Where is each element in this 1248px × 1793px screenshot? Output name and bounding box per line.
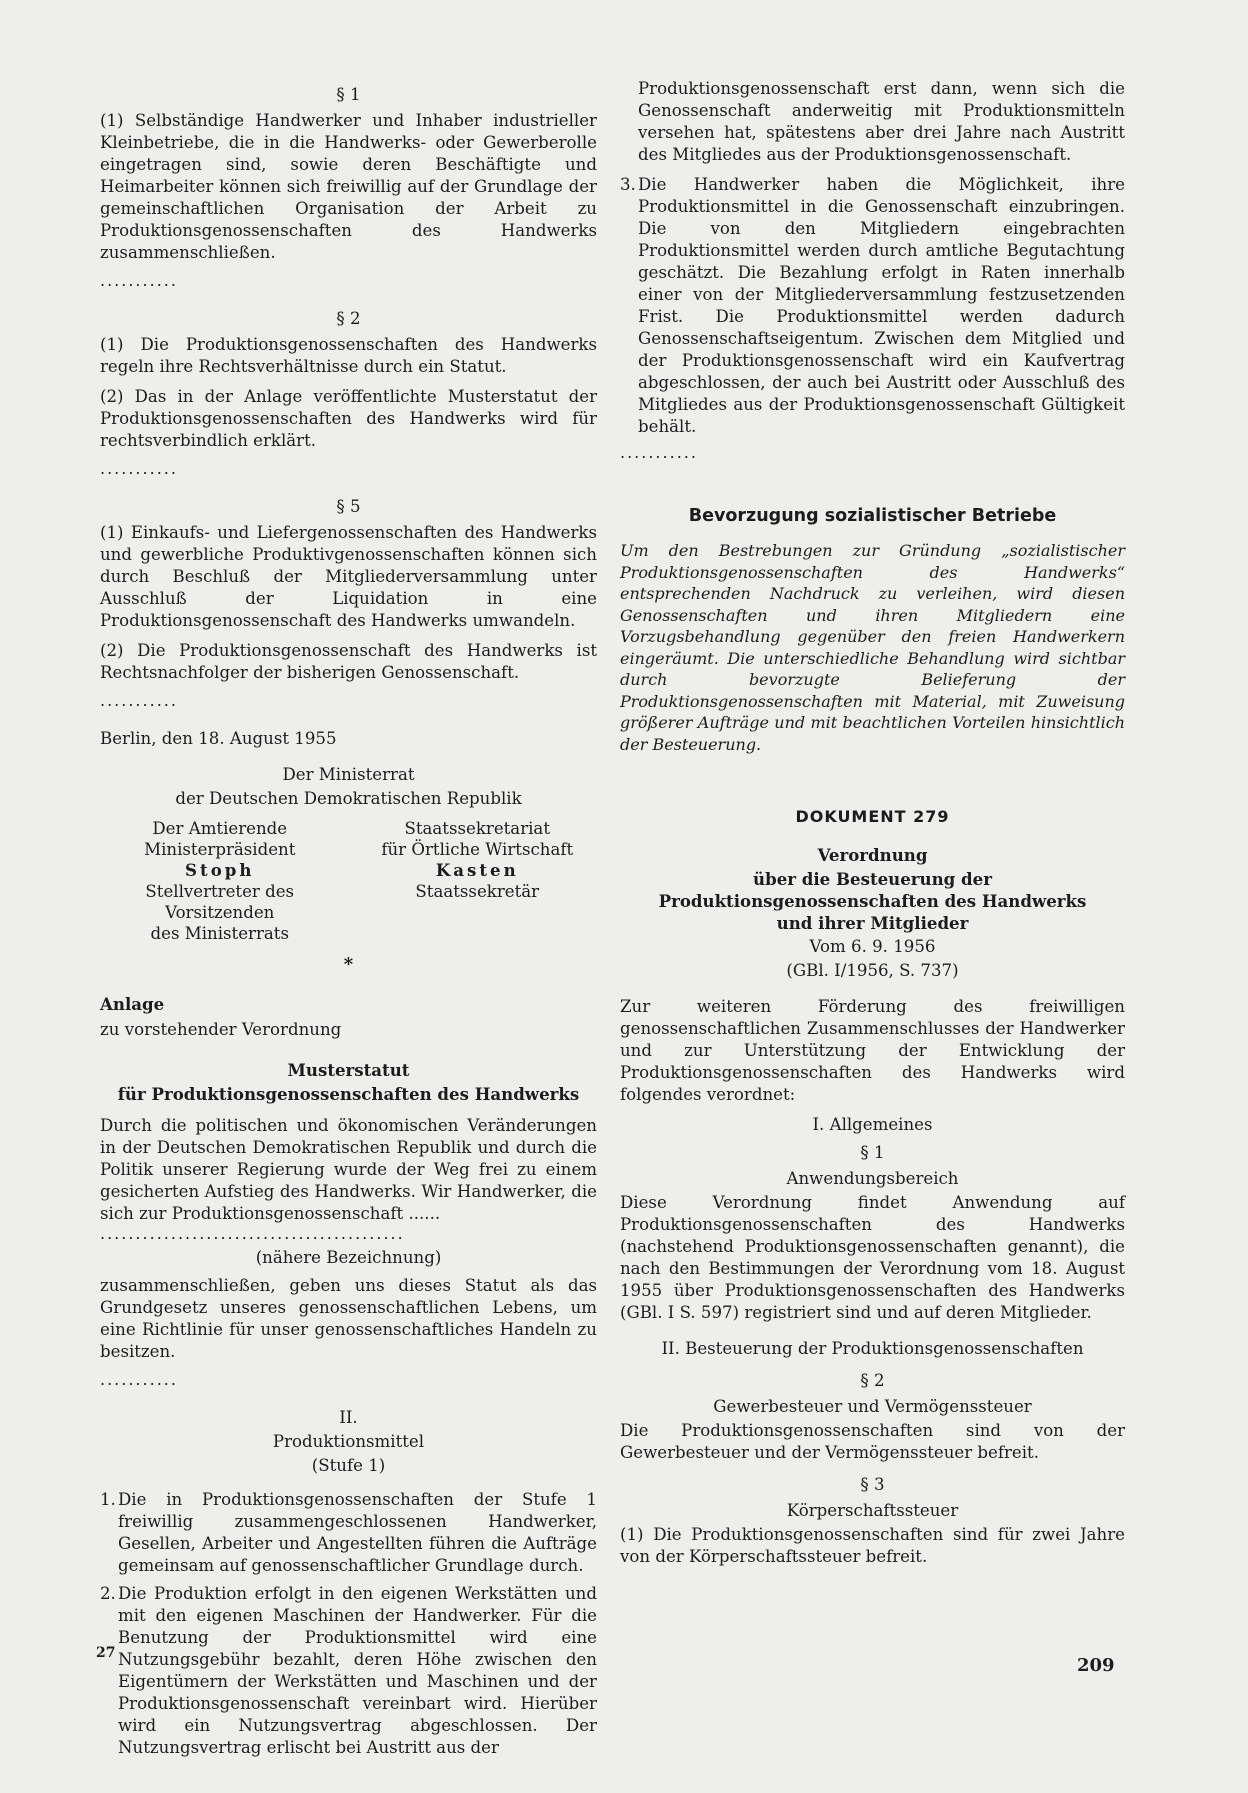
list-number: 3. [620,175,636,194]
part-heading: I. Allgemeines [812,1115,933,1134]
paragraph: zusammenschließen, geben uns dieses Statut als das Grundgesetz unseres genossenschaftlichen Lebens, um eine Richtlinie für unser genossenschaftliches Handeln zu besitzen. [100,1276,597,1361]
section-heading: § 3 [860,1475,885,1494]
section-title: Anwendungsbereich [786,1169,959,1188]
roman-numeral: II. [339,1408,358,1427]
list-item [100,1489,597,1577]
separator-star: * [343,954,354,975]
placeholder-label: (nähere Bezeichnung) [255,1248,442,1267]
page-number: 209 [1077,1655,1115,1676]
signature-left [100,818,340,944]
paragraph: (1) Selbständige Handwerker und Inhaber industrieller Kleinbetriebe, die in die Handwerks- oder Gewerberolle eingetragen sind, sowie deren Beschäftigte und Heimarbeiter können sich freiwillig auf der Grundlage der gemeinschaftlichen Organisation der Arbeit zu Produktionsgenossenschaften des Handwerks zusammenschließen. [100,111,597,262]
list-text: Die in Produktionsgenossenschaften der Stufe 1 freiwillig zusammengeschlossenen Handwerker, Gesellen, Arbeiter und Angestellten führen die Aufträge gemeinsam auf genossenschaftlicher Grundlage durch. [118,1490,597,1575]
anlage-heading: Anlage [100,994,165,1014]
section-heading: § 1 [336,85,361,104]
section-heading: § 1 [860,1143,885,1162]
signature-line: Ministerpräsident [144,840,296,859]
decree-date: Vom 6. 9. 1956 [809,937,936,956]
paragraph: (1) Die Produktionsgenossenschaften sind für zwei Jahre von der Körperschaftssteuer befreit. [620,1525,1125,1566]
omission-dots: ........... [100,271,178,290]
paragraph: (2) Die Produktionsgenossenschaft des Handwerks ist Rechtsnachfolger der bisherigen Genossenschaft. [100,641,597,682]
chapter-title: Produktionsmittel [272,1432,425,1451]
section-heading: § 2 [336,309,361,328]
list-text: Die Produktion erfolgt in den eigenen Werkstätten und mit den eigenen Maschinen der Handwerker. Für die Benutzung der Produktionsmittel wird eine Nutzungsgebühr bezahlt, deren Höhe zwischen den Eigentümern der Werkstätten und Maschinen und der Produktionsgenossenschaft vereinbart wird. Hierüber wird ein Nutzungsvertrag abgeschlossen. Der Nutzungsvertrag erlischt bei Austritt aus der [118,1584,597,1757]
signature-line: Staatssekretariat [404,819,550,838]
date-line: Berlin, den 18. August 1955 [100,729,337,748]
paragraph: (2) Das in der Anlage veröffentlichte Musterstatut der Produktionsgenossenschaften des Handwerks wird für rechtsverbindlich erklärt. [100,387,597,450]
signature-line: Stellvertreter des Vorsitzenden [145,882,295,922]
decree-title: Verordnung [817,845,928,865]
document-number: DOKUMENT 279 [795,807,950,826]
council-name: der Deutschen Demokratischen Republik [175,789,522,808]
section-title: Gewerbesteuer und Vermögenssteuer [713,1397,1032,1416]
paragraph: Produktionsgenossenschaft erst dann, wenn sich die Genossenschaft anderweitig mit Produktionsmitteln versehen hat, spätestens aber drei Jahre nach Austritt des Mitgliedes aus der Produktionsgenossenschaft. [638,79,1125,164]
signature-line: Staatssekretär [415,882,540,901]
paragraph: (1) Die Produktionsgenossenschaften des Handwerks regeln ihre Rechtsverhältnisse durch ein Statut. [100,335,597,376]
paragraph: (1) Einkaufs- und Liefergenossenschaften des Handwerks und gewerbliche Produktivgenossenschaften können sich durch Beschluß der Mitgliederversammlung unter Ausschluß der Liquidation in eine Produktionsgenossenschaft des Handwerks umwandeln. [100,523,597,630]
section-heading: § 2 [860,1371,885,1390]
list-item [100,1583,597,1759]
paragraph: Durch die politischen und ökonomischen Veränderungen in der Deutschen Demokratischen Republik und durch die Politik unserer Regierung wurde der Weg frei zu einem gesicherten Aufstieg des Handwerks. Wir Handwerker, die sich zur Produktionsgenossenschaft ...... [100,1116,597,1223]
footer-mark: 27 [96,1645,116,1661]
signature-right [358,818,598,944]
list-number: 2. [100,1584,116,1603]
left-column [100,78,597,1765]
list-item [620,174,1125,438]
part-heading: II. Besteuerung der Produktionsgenossenschaften [661,1339,1084,1358]
chapter-subtitle: (Stufe 1) [311,1456,386,1475]
signature-line: Der Amtierende [152,819,288,838]
omission-dots: ........... [100,459,178,478]
council-name: Der Ministerrat [282,765,415,784]
signature-name: Stoph [185,860,255,880]
commentary-heading: Bevorzugung sozialistischer Betriebe [688,506,1057,526]
paragraph: Die Produktionsgenossenschaften sind von der Gewerbesteuer und der Vermögenssteuer befreit. [620,1421,1125,1462]
omission-dots: ........... [100,691,178,710]
list-text: Die Handwerker haben die Möglichkeit, ihre Produktionsmittel in die Genossenschaft einzubringen. Die von den Mitgliedern eingebrachten Produktionsmittel werden durch amtliche Begutachtung geschätzt. Die Bezahlung erfolgt in Raten innerhalb einer von der Mitgliederversammlung festzusetzenden Frist. Die Produktionsmittel werden dadurch Genossenschaftseigentum. Zwischen dem Mitglied und der Produktionsgenossenschaft wird ein Kaufvertrag abgeschlossen, der auch bei Austritt oder Ausschluß des Mitgliedes aus der Produktionsgenossenschaft Gültigkeit behält. [638,175,1125,436]
signature-line: für Örtliche Wirtschaft [381,840,574,859]
paragraph: Diese Verordnung findet Anwendung auf Produktionsgenossenschaften des Handwerks (nachstehend Produktionsgenossenschaften genannt), die nach den Bestimmungen der Verordnung vom 18. August 1955 über Produktionsgenossenschaften des Handwerks (GBl. I S. 597) registriert sind und auf deren Mitglieder. [620,1193,1125,1322]
omission-dots: ........... [620,443,698,462]
omission-dots: ........... [100,1370,178,1389]
signature-line: des Ministerrats [150,924,289,943]
signature-block [100,818,597,944]
decree-subtitle: über die Besteuerung der Produktionsgenossenschaften des Handwerks und ihrer Mitglieder [658,869,1087,933]
section-heading: § 5 [336,497,361,516]
decree-reference: (GBl. I/1956, S. 737) [786,961,959,980]
signature-name: Kasten [435,860,519,880]
anlage-subtitle: zu vorstehender Verordnung [100,1020,342,1039]
section-title: Körperschaftssteuer [786,1501,959,1520]
statute-subtitle: für Produktionsgenossenschaften des Handwerks [117,1084,580,1104]
omission-dots: ........................................... [100,1224,405,1243]
statute-title: Musterstatut [287,1060,410,1080]
list-number: 1. [100,1490,116,1509]
right-column [620,78,1125,1576]
paragraph: Zur weiteren Förderung des freiwilligen genossenschaftlichen Zusammenschlusses der Handwerker und zur Unterstützung der Entwicklung der Produktionsgenossenschaften des Handwerks wird folgendes verordnet: [620,997,1125,1104]
commentary-text: Um den Bestrebungen zur Gründung „sozialistischer Produktionsgenossenschaften des Handwerks“ entsprechenden Nachdruck zu verleihen, wird diesen Genossenschaften und ihren Mitgliedern eine Vorzugsbehandlung gegenüber den freien Handwerkern eingeräumt. Die unterschiedliche Behandlung wird sichtbar durch bevorzugte Belieferung der Produktionsgenossenschaften mit Material, mit Zuweisung größerer Aufträge und mit beachtlichen Vorteilen hinsichtlich der Besteuerung. [620,541,1125,754]
